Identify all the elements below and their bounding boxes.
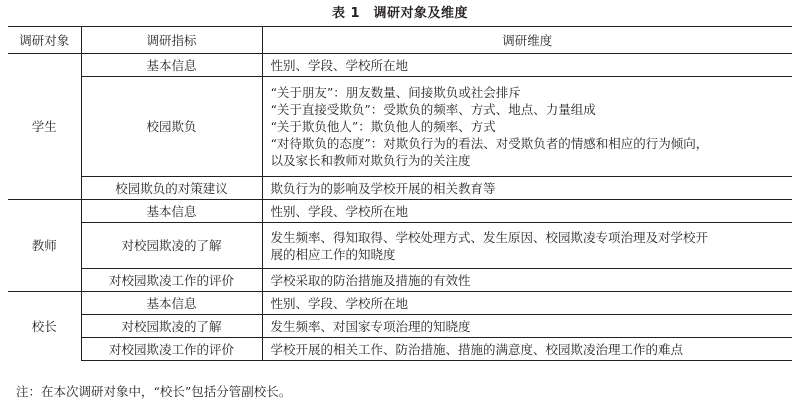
dimension-line: “关于朋友”：朋友数量、间接欺负或社会排斥 bbox=[270, 85, 521, 100]
indicator-cell: 基本信息 bbox=[81, 292, 262, 315]
dimension-line: “对待欺负的态度”：对欺负行为的看法、对受欺负者的情感和相应的行为倾向， bbox=[270, 136, 709, 151]
table-row bbox=[8, 77, 792, 177]
table-row bbox=[8, 177, 792, 200]
table-row bbox=[8, 54, 792, 77]
indicator-cell: 对校园欺凌工作的评价 bbox=[81, 269, 262, 292]
dimension-line: 展的相应工作的知晓度 bbox=[270, 246, 396, 262]
table-footnote: 注：在本次调研对象中，“校长”包括分管副校长。 bbox=[16, 384, 292, 399]
table-row bbox=[8, 315, 792, 338]
indicator-cell: 对校园欺凌工作的评价 bbox=[81, 338, 262, 361]
dimension-cell: 学校开展的相关工作、防治措施、措施的满意度、校园欺凌治理工作的难点 bbox=[262, 338, 792, 361]
indicator-cell: 校园欺负 bbox=[81, 77, 262, 177]
group-principals: 校长 bbox=[8, 292, 81, 361]
header-respondent: 调研对象 bbox=[8, 27, 81, 54]
dimension-cell: 发生频率、对国家专项治理的知晓度 bbox=[262, 315, 792, 338]
dimension-cell bbox=[262, 223, 792, 269]
survey-table bbox=[8, 26, 792, 361]
dimension-cell: 欺负行为的影响及学校开展的相关教育等 bbox=[262, 177, 792, 200]
indicator-cell: 对校园欺凌的了解 bbox=[81, 315, 262, 338]
table-row bbox=[8, 200, 792, 223]
indicator-cell: 校园欺负的对策建议 bbox=[81, 177, 262, 200]
table-row bbox=[8, 292, 792, 315]
dimension-line: 发生频率、得知取得、学校处理方式、发生原因、校园欺凌专项治理及对学校开 bbox=[270, 229, 709, 245]
dimension-cell: 学校采取的防治措施及措施的有效性 bbox=[262, 269, 792, 292]
header-dimension: 调研维度 bbox=[262, 27, 792, 54]
dimension-line: 以及家长和教师对欺负行为的关注度 bbox=[270, 153, 471, 168]
indicator-cell: 对校园欺凌的了解 bbox=[81, 223, 262, 269]
dimension-cell: 性别、学段、学校所在地 bbox=[262, 200, 792, 223]
dimension-cell bbox=[262, 77, 792, 177]
table-title: 表 1 调研对象及维度 bbox=[331, 6, 469, 21]
indicator-cell: 基本信息 bbox=[81, 54, 262, 77]
dimension-line: “关于直接受欺负”：受欺负的频率、方式、地点、力量组成 bbox=[270, 102, 596, 117]
table-row bbox=[8, 338, 792, 361]
table-header-row bbox=[8, 27, 792, 54]
table-row bbox=[8, 269, 792, 292]
dimension-cell: 性别、学段、学校所在地 bbox=[270, 57, 409, 73]
dimension-cell: 性别、学段、学校所在地 bbox=[262, 292, 792, 315]
group-students: 学生 bbox=[8, 54, 81, 200]
indicator-cell: 基本信息 bbox=[81, 200, 262, 223]
dimension-line: “关于欺负他人”：欺负他人的频率、方式 bbox=[270, 119, 496, 134]
header-indicator: 调研指标 bbox=[81, 27, 262, 54]
group-teachers: 教师 bbox=[8, 200, 81, 292]
table-row bbox=[8, 223, 792, 269]
